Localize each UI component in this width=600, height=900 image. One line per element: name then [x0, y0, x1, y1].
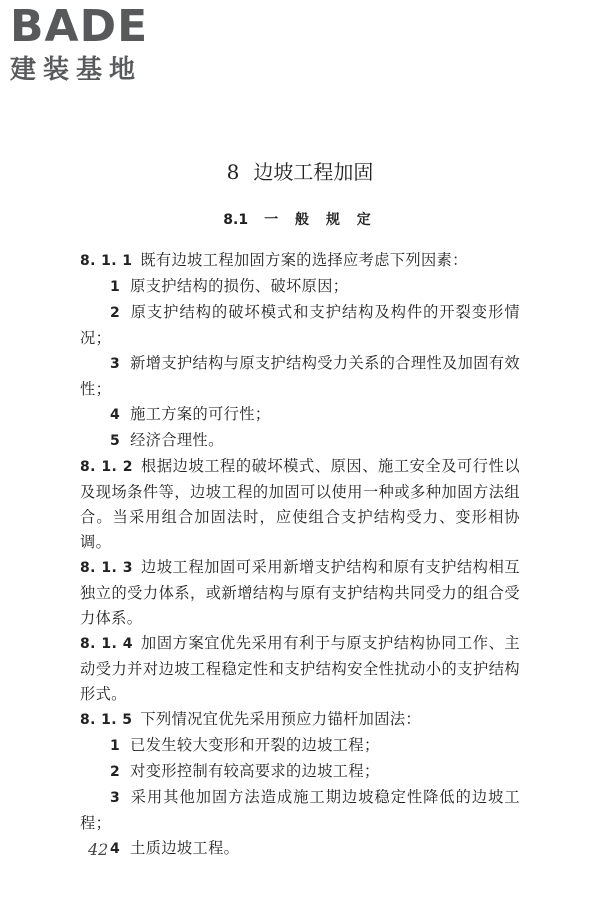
clause-8-1-5	[80, 707, 520, 733]
item-number: 1	[110, 738, 121, 754]
clause-number: 8. 1. 3	[80, 560, 133, 576]
list-item	[80, 274, 520, 300]
clause-number: 8. 1. 4	[80, 636, 133, 652]
list-item	[80, 785, 520, 836]
logo-wordmark: BADE	[10, 1, 149, 52]
chapter-title	[0, 158, 600, 186]
clause-text: 边坡工程加固可采用新增支护结构和原有支护结构相互独立的受力体系，或新增结构与原有支护结构共同受力的组合受力体系。	[80, 558, 520, 627]
list-item	[80, 402, 520, 428]
chapter-title-text: 边坡工程加固	[253, 160, 374, 184]
item-number: 2	[110, 305, 121, 321]
clause-text: 加固方案宜优先采用有利于与原支护结构协同工作、主动受力并对边坡工程稳定性和支护结构安全性扰动小的支护结构形式。	[80, 634, 520, 703]
list-item	[80, 300, 520, 351]
list-item	[80, 351, 520, 402]
section-number: 8.1	[223, 212, 249, 228]
chapter-number: 8	[226, 160, 240, 184]
clause-8-1-2	[80, 454, 520, 555]
item-number: 1	[110, 279, 121, 295]
clause-number: 8. 1. 5	[80, 712, 133, 728]
clause-number: 8. 1. 1	[80, 253, 133, 269]
section-title	[0, 210, 600, 230]
item-number: 4	[110, 407, 121, 423]
page-number: 42	[88, 840, 109, 859]
list-item	[80, 759, 520, 785]
clause-text: 根据边坡工程的破坏模式、原因、施工安全及可行性以及现场条件等，边坡工程的加固可以使用一种或多种加固方法组合。当采用组合加固法时，应使组合支护结构受力、变形相协调。	[80, 457, 520, 551]
item-text: 原支护结构的损伤、破坏原因；	[130, 277, 349, 295]
item-number: 3	[110, 790, 121, 806]
item-text: 施工方案的可行性；	[130, 405, 271, 423]
clause-8-1-1	[80, 248, 520, 274]
clause-text: 既有边坡工程加固方案的选择应考虑下列因素：	[140, 251, 468, 269]
list-item	[80, 733, 520, 759]
item-number: 5	[110, 433, 121, 449]
clause-text: 下列情况宜优先采用预应力锚杆加固法：	[140, 710, 421, 728]
item-number: 3	[110, 356, 121, 372]
item-text: 已发生较大变形和开裂的边坡工程；	[130, 736, 380, 754]
item-text: 原支护结构的破坏模式和支护结构及构件的开裂变形情况；	[80, 303, 520, 347]
item-number: 2	[110, 764, 121, 780]
clause-number: 8. 1. 2	[80, 459, 133, 475]
publisher-logo	[10, 1, 180, 86]
item-text: 新增支护结构与原支护结构受力关系的合理性及加固有效性；	[80, 354, 520, 398]
clause-8-1-3	[80, 555, 520, 631]
document-body	[80, 248, 520, 862]
logo-subtitle: 建装基地	[10, 55, 143, 85]
item-text: 土质边坡工程。	[130, 839, 240, 857]
item-text: 对变形控制有较高要求的边坡工程；	[130, 762, 380, 780]
section-title-text: 一 般 规 定	[264, 212, 377, 228]
clause-8-1-4	[80, 631, 520, 707]
item-text: 采用其他加固方法造成施工期边坡稳定性降低的边坡工程；	[80, 788, 520, 832]
list-item	[80, 836, 520, 862]
item-number: 4	[110, 841, 121, 857]
list-item	[80, 428, 520, 454]
item-text: 经济合理性。	[130, 431, 224, 449]
